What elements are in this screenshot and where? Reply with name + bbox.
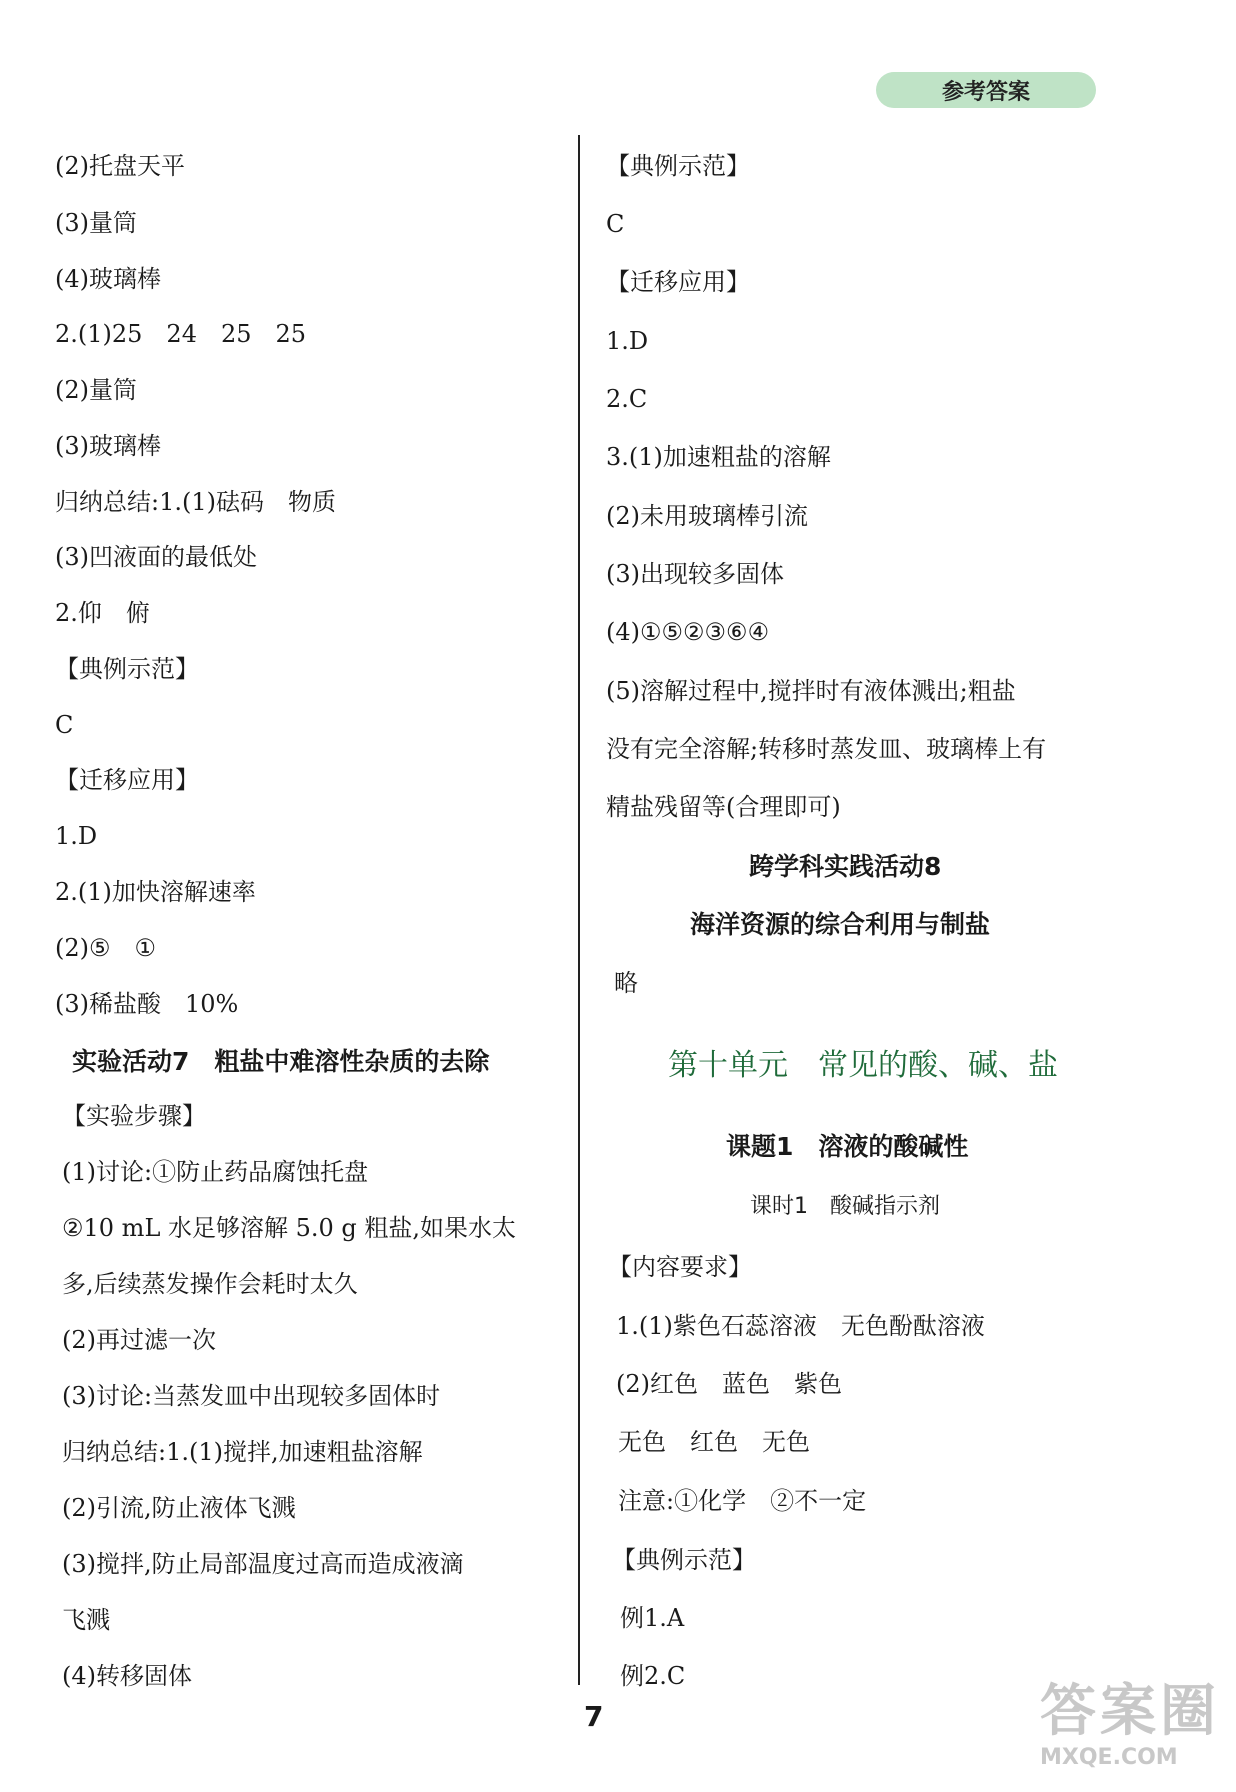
column-divider (578, 135, 580, 1685)
answer-line: 没有完全溶解;转移时蒸发皿、玻璃棒上有 (606, 735, 1047, 763)
period-title: 课时1 酸碱指示剂 (750, 1194, 940, 1219)
answer-line: 精盐残留等(合理即可) (606, 793, 841, 821)
section-label: 【典例示范】 (612, 1546, 756, 1574)
unit-title: 第十单元 常见的酸、碱、盐 (668, 1048, 1058, 1083)
answer-line: 2.C (606, 385, 648, 413)
answer-line: C (606, 210, 625, 238)
answer-line: (2)再过滤一次 (62, 1326, 216, 1354)
answer-line: (3)量筒 (55, 209, 137, 237)
section-label: 【典例示范】 (606, 152, 750, 180)
lesson-heading: 课题1 溶液的酸碱性 (726, 1132, 969, 1161)
answer-line: 注意:①化学 ②不一定 (618, 1487, 867, 1515)
answer-line: (4)玻璃棒 (55, 265, 161, 293)
section-label: 【典例示范】 (55, 655, 199, 683)
page-number: 7 (584, 1700, 604, 1733)
answer-line: (4)转移固体 (62, 1662, 192, 1690)
answer-line: (1)讨论:①防止药品腐蚀托盘 (62, 1158, 369, 1186)
answer-line: 归纳总结:1.(1)砝码 物质 (55, 488, 336, 516)
answer-line: 多,后续蒸发操作会耗时太久 (62, 1270, 358, 1298)
section-label: 【内容要求】 (608, 1253, 752, 1281)
activity-heading: 跨学科实践活动8 (749, 852, 942, 881)
answer-line: (2)红色 蓝色 紫色 (616, 1370, 842, 1398)
answer-line: 飞溅 (62, 1606, 110, 1634)
answer-line: (3)讨论:当蒸发皿中出现较多固体时 (62, 1382, 441, 1410)
answer-line: (5)溶解过程中,搅拌时有液体溅出;粗盐 (606, 677, 1016, 705)
answer-line: 1.D (606, 327, 649, 355)
answer-line: 归纳总结:1.(1)搅拌,加速粗盐溶解 (62, 1438, 423, 1466)
answer-line: 例1.A (620, 1604, 685, 1632)
answer-line: 略 (614, 969, 638, 997)
answer-line: (2)未用玻璃棒引流 (606, 502, 808, 530)
answer-line: C (55, 711, 74, 739)
answer-line: (2)引流,防止液体飞溅 (62, 1494, 296, 1522)
answer-line: (3)出现较多固体 (606, 560, 784, 588)
answer-line: (3)稀盐酸 10% (55, 990, 239, 1018)
watermark-text: 答案圈 (1040, 1679, 1220, 1744)
answer-line: (2)量筒 (55, 376, 137, 404)
watermark-site: MXQE.COM (1040, 1745, 1178, 1770)
answer-line: (3)搅拌,防止局部温度过高而造成液滴 (62, 1550, 464, 1578)
answer-line: 无色 红色 无色 (618, 1428, 810, 1456)
answer-line: 2.仰 俯 (55, 599, 150, 627)
answer-line: 1.D (55, 822, 98, 850)
answer-line: 3.(1)加速粗盐的溶解 (606, 443, 831, 471)
answer-line: ②10 mL 水足够溶解 5.0 g 粗盐,如果水太 (62, 1214, 517, 1242)
section-label: 【实验步骤】 (62, 1102, 206, 1130)
activity-subheading: 海洋资源的综合利用与制盐 (690, 910, 991, 939)
answer-line: (4)①⑤②③⑥④ (606, 618, 770, 646)
answer-line: 例2.C (620, 1662, 686, 1690)
answer-key-badge: 参考答案 (876, 72, 1096, 108)
answer-line: 2.(1)加快溶解速率 (55, 878, 256, 906)
watermark-logo (1040, 1680, 1230, 1785)
answer-line: (3)凹液面的最低处 (55, 543, 257, 571)
section-label: 【迁移应用】 (55, 766, 199, 794)
answer-line: (2)托盘天平 (55, 152, 185, 180)
section-label: 【迁移应用】 (606, 268, 750, 296)
answer-line: (2)⑤ ① (55, 934, 157, 962)
answer-line: 1.(1)紫色石蕊溶液 无色酚酞溶液 (616, 1312, 985, 1340)
activity-heading: 实验活动7 粗盐中难溶性杂质的去除 (72, 1047, 490, 1076)
answer-line: (3)玻璃棒 (55, 432, 161, 460)
answer-line: 2.(1)25 24 25 25 (55, 320, 307, 348)
